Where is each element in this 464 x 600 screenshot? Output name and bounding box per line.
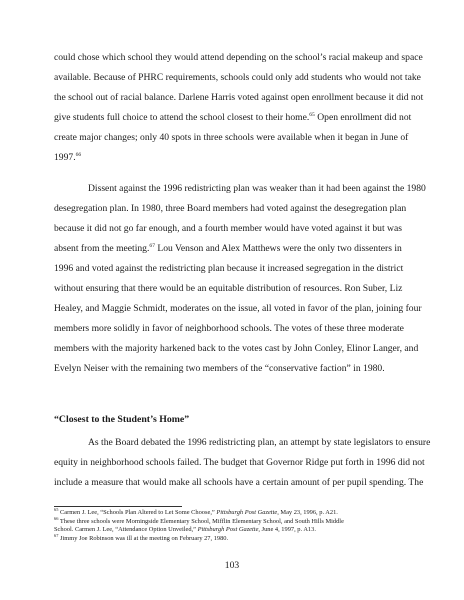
footnote-66-line-2b: , June 4, 1997, p. A13. [258, 526, 316, 534]
paragraph-3-line-1: As the Board debated the 1996 redistricting plan, an attempt by state legislators to ensure [88, 437, 431, 448]
paragraph-2-line-6: without ensuring that there would be an equitable distribution of resources. Ron Suber, Liz [54, 283, 403, 294]
footnote-66-source: Pittsburgh Post Gazette [197, 526, 259, 534]
paragraph-2-line-9: members with the majority harkened back to the votes cast by John Conley, Elinor Langer, and [54, 343, 419, 354]
paragraph-3-line-2: equity in neighborhood schools failed. The budget that Governor Ridge put forth in 1996 did not [54, 457, 425, 468]
footnote-ref-67: 67 [149, 242, 155, 249]
paragraph-2-line-4-text-a: absent from the meeting. [54, 243, 150, 254]
paragraph-2-line-4-text-b: Lou Venson and Alex Matthews were the only two dissenters in [154, 243, 402, 254]
paragraph-2-line-2: desegregation plan. In 1980, three Board members had voted against the desegregation plan [54, 203, 407, 214]
footnote-66 [54, 515, 410, 527]
footnote-67 [54, 532, 410, 544]
paragraph-1 [54, 48, 424, 168]
footnote-65-source: Pittsburgh Post Gazette [216, 509, 278, 516]
paragraph-1-line-4-text-b: Open enrollment did not [314, 112, 412, 123]
section-heading: “Closest to the Student’s Home” [54, 414, 190, 425]
footnote-ref-66: 66 [75, 151, 82, 158]
footnote-65-text-a: Carmen J. Lee, “Schools Plan Altered to Let Some Choose,” [58, 509, 217, 516]
paragraph-2-line-5: 1996 and voted against the redistricting plan because it increased segregation in the district [54, 263, 404, 274]
page-number: 103 [224, 560, 240, 571]
footnote-65-text-b: , May 23, 1996, p. A21. [277, 509, 338, 516]
footnotes [54, 506, 410, 543]
paragraph-2 [54, 179, 426, 379]
paragraph-1-line-4 [54, 108, 410, 128]
footnote-67-number: 67 [54, 532, 59, 538]
paragraph-1-line-6-text: 1997. [54, 152, 76, 163]
paragraph-1-line-2: available. Because of PHRC requirements, schools could only add students who would not take [54, 72, 421, 83]
paragraph-2-line-7: Healey, and Maggie Schmidt, moderates on the issue, all voted in favor of the plan, joining four [54, 303, 422, 314]
footnote-66-continued [54, 526, 410, 535]
paragraph-3 [54, 433, 431, 493]
paragraph-2-line-1: Dissent against the 1996 redistricting plan was weaker than it had been against the 1980 [88, 183, 426, 194]
footnote-66-line-1: These three schools were Morningside Elementary School, Mifflin Elementary School, and South Hills Middle [58, 517, 344, 525]
paragraph-1-line-3: the school out of racial balance. Darlene Harris voted against open enrollment because it did not [54, 92, 424, 103]
paragraph-1-line-6 [54, 148, 410, 168]
footnote-67-text: Jimmy Joe Robinson was ill at the meeting on February 27, 1980. [58, 534, 229, 542]
footnote-65-number: 65 [54, 506, 59, 512]
paragraph-2-line-4 [54, 239, 410, 259]
paragraph-1-line-4-text-a: give students full choice to attend the school closest to their home. [54, 112, 310, 123]
paragraph-2-line-10: Evelyn Neiser with the remaining two members of the “conservative faction” in 1980. [54, 363, 385, 374]
paragraph-2-line-3: because it did not go far enough, and a fourth member would have voted against it but was [54, 223, 402, 234]
footnote-ref-65: 65 [309, 111, 315, 118]
paragraph-2-line-8: members more solidly in favor of neighborhood schools. The votes of these three moderate [54, 323, 404, 334]
paragraph-1-line-1: could chose which school they would attend depending on the school’s racial makeup and space [54, 52, 423, 63]
footnote-divider [54, 506, 182, 507]
footnote-66-line-2a: School. Carmen J. Lee, “Attendance Option Unveiled,” [54, 526, 198, 534]
footnote-66-number: 66 [54, 515, 59, 521]
paragraph-1-line-5: create major changes; only 40 spots in three schools were available when it began in June of [54, 132, 409, 143]
paragraph-3-line-3: include a measure that would make all schools have a certain amount of per pupil spending. The [54, 477, 424, 488]
